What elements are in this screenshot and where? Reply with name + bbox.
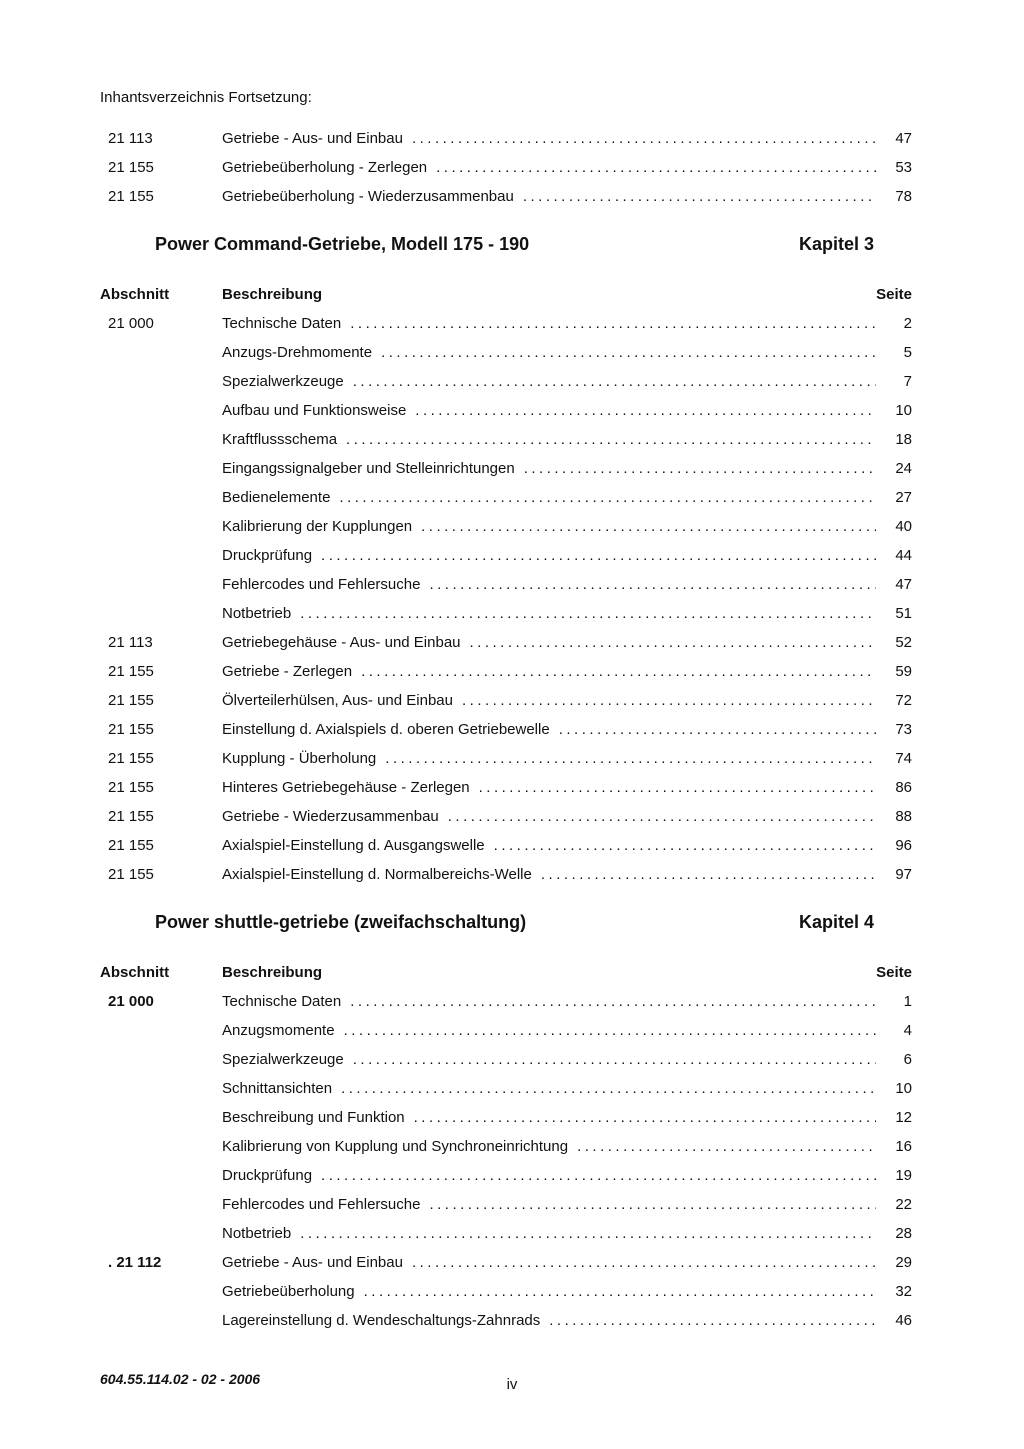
toc-row <box>100 628 912 657</box>
toc-row-beschreibung: Getriebe - Aus- und Einbau <box>222 130 403 147</box>
toc-row-abschnitt: 21 155 <box>108 188 154 205</box>
toc-row-seite: 44 <box>895 547 912 564</box>
toc-row <box>100 483 912 512</box>
toc-row-beschreibung: Spezialwerkzeuge <box>222 373 344 390</box>
toc-row <box>100 425 912 454</box>
toc-row <box>100 744 912 773</box>
toc-row <box>100 1074 912 1103</box>
toc-row-abschnitt <box>100 1045 222 1074</box>
toc-row-beschreibung: Technische Daten <box>222 993 342 1010</box>
toc-row-abschnitt: 21 155 <box>108 779 154 796</box>
toc-row-beschreibung: Fehlercodes und Fehlersuche <box>222 1196 421 1213</box>
toc-row-beschreibung: Eingangssignalgeber und Stelleinrichtungen <box>222 460 515 477</box>
toc-row-beschreibung: Notbetrieb <box>222 605 292 622</box>
dot-leader <box>330 483 876 512</box>
document-code: 604.55.114.02 - 02 - 2006 <box>100 1371 261 1387</box>
dot-leader <box>568 1132 876 1161</box>
toc-row-seite: 22 <box>895 1196 912 1213</box>
toc-row-abschnitt <box>100 1306 222 1335</box>
col-header-seite: Seite <box>876 964 912 981</box>
dot-leader <box>332 1074 876 1103</box>
dot-leader <box>412 512 876 541</box>
col-header-abschnitt: Abschnitt <box>100 964 170 981</box>
toc-row-seite: 53 <box>895 159 912 176</box>
toc-row-beschreibung: Einstellung d. Axialspiels d. oberen Getriebewelle <box>222 721 550 738</box>
dot-leader <box>540 1306 876 1335</box>
toc-row-abschnitt <box>100 1161 222 1190</box>
dot-leader <box>335 1016 876 1045</box>
toc-row-seite: 18 <box>895 431 912 448</box>
toc-row-seite: 74 <box>895 750 912 767</box>
toc-row <box>100 309 912 338</box>
toc-row-abschnitt: 21 155 <box>108 663 154 680</box>
toc-row-seite: 52 <box>895 634 912 651</box>
toc-row-beschreibung: Bedienelemente <box>222 489 331 506</box>
toc-row-beschreibung: Getriebe - Aus- und Einbau <box>222 1254 403 1271</box>
toc-row <box>100 367 912 396</box>
toc-row-beschreibung: Axialspiel-Einstellung d. Normalbereichs-Welle <box>222 866 532 883</box>
section-rows <box>100 309 912 889</box>
toc-row-beschreibung: Spezialwerkzeuge <box>222 1051 344 1068</box>
toc-row-seite: 40 <box>895 518 912 535</box>
toc-row <box>100 1103 912 1132</box>
toc-row-beschreibung: Anzugs-Drehmomente <box>222 344 373 361</box>
toc-row-abschnitt <box>100 1103 222 1132</box>
toc-row-seite: 88 <box>895 808 912 825</box>
dot-leader <box>344 367 876 396</box>
dot-leader <box>427 153 876 182</box>
toc-row-beschreibung: Hinteres Getriebegehäuse - Zerlegen <box>222 779 470 796</box>
dot-leader <box>403 124 876 153</box>
toc-row-abschnitt: 21 155 <box>108 721 154 738</box>
toc-row-beschreibung: Getriebegehäuse - Aus- und Einbau <box>222 634 461 651</box>
section-title: Power shuttle-getriebe (zweifachschaltung) <box>155 912 527 932</box>
toc-row-seite: 16 <box>895 1138 912 1155</box>
toc-row-seite: 19 <box>895 1167 912 1184</box>
toc-row-beschreibung: Getriebe - Zerlegen <box>222 663 353 680</box>
toc-row <box>100 657 912 686</box>
toc-row-seite: 27 <box>895 489 912 506</box>
toc-row-abschnitt: 21 155 <box>108 750 154 767</box>
toc-row-abschnitt <box>100 338 222 367</box>
col-header-beschreibung: Beschreibung <box>222 286 323 303</box>
dot-leader <box>439 802 876 831</box>
dot-leader <box>461 628 877 657</box>
toc-row-abschnitt <box>100 1132 222 1161</box>
toc-row-beschreibung: Ölverteilerhülsen, Aus- und Einbau <box>222 692 453 709</box>
section-kapitel-4 <box>100 910 912 1335</box>
dot-leader <box>485 831 876 860</box>
section-kapitel-3 <box>100 232 912 889</box>
toc-row-seite: 10 <box>895 402 912 419</box>
toc-row <box>100 1132 912 1161</box>
toc-row-seite: 86 <box>895 779 912 796</box>
dot-leader <box>403 1248 876 1277</box>
toc-row-seite: 12 <box>895 1109 912 1126</box>
dot-leader <box>341 987 876 1016</box>
dot-leader <box>405 1103 876 1132</box>
page-number: iv <box>506 1376 518 1393</box>
toc-row-abschnitt <box>100 512 222 541</box>
section-heading-row <box>100 232 912 256</box>
col-header-beschreibung: Beschreibung <box>222 964 323 981</box>
dot-leader <box>515 454 876 483</box>
toc-row-abschnitt <box>100 1074 222 1103</box>
toc-row-seite: 28 <box>895 1225 912 1242</box>
toc-row-abschnitt <box>100 454 222 483</box>
toc-row-abschnitt <box>100 1190 222 1219</box>
toc-row-abschnitt: 21 155 <box>108 866 154 883</box>
toc-row-beschreibung: Getriebeüberholung - Wiederzusammenbau <box>222 188 514 205</box>
toc-row-seite: 24 <box>895 460 912 477</box>
toc-row-beschreibung: Schnittansichten <box>222 1080 333 1097</box>
toc-row-beschreibung: Kalibrierung der Kupplungen <box>222 518 413 535</box>
toc-row <box>100 599 912 628</box>
toc-row <box>100 570 912 599</box>
toc-row-abschnitt <box>100 396 222 425</box>
section-heading-row <box>100 910 912 934</box>
toc-row <box>100 860 912 889</box>
toc-row-abschnitt: 21 000 <box>108 993 154 1010</box>
col-header-seite: Seite <box>876 286 912 303</box>
toc-row-seite: 97 <box>895 866 912 883</box>
toc-row-beschreibung: Technische Daten <box>222 315 342 332</box>
toc-row-beschreibung: Getriebeüberholung - Zerlegen <box>222 159 428 176</box>
toc-row-seite: 10 <box>895 1080 912 1097</box>
dot-leader <box>312 1161 876 1190</box>
toc-row <box>100 715 912 744</box>
toc-row-beschreibung: Axialspiel-Einstellung d. Ausgangswelle <box>222 837 485 854</box>
toc-row-seite: 59 <box>895 663 912 680</box>
toc-row-abschnitt <box>100 425 222 454</box>
column-headers <box>100 280 912 309</box>
toc-row <box>100 454 912 483</box>
toc-row <box>100 1248 912 1277</box>
dot-leader <box>337 425 876 454</box>
toc-row-abschnitt <box>100 1277 222 1306</box>
toc-row <box>100 1045 912 1074</box>
toc-row <box>100 182 912 211</box>
toc-row-beschreibung: Druckprüfung <box>222 1167 313 1184</box>
toc-row-beschreibung: Kraftflussschema <box>222 431 338 448</box>
toc-row-beschreibung: Getriebeüberholung <box>222 1283 355 1300</box>
dot-leader <box>341 309 876 338</box>
toc-row-seite: 2 <box>903 315 912 332</box>
toc-row-abschnitt: 21 155 <box>108 808 154 825</box>
section-rows <box>100 987 912 1335</box>
toc-row-beschreibung: Getriebe - Wiederzusammenbau <box>222 808 439 825</box>
dot-leader <box>514 182 876 211</box>
toc-row <box>100 1277 912 1306</box>
toc-row-seite: 5 <box>903 344 912 361</box>
dot-leader <box>550 715 876 744</box>
dot-leader <box>344 1045 876 1074</box>
toc-row-abschnitt <box>100 483 222 512</box>
toc-row-abschnitt: 21 000 <box>108 315 154 332</box>
toc-row <box>100 124 912 153</box>
toc-row-seite: 1 <box>903 993 912 1010</box>
column-headers <box>100 958 912 987</box>
dot-leader <box>420 1190 876 1219</box>
toc-row <box>100 338 912 367</box>
toc-row-seite: 51 <box>895 605 912 622</box>
dot-leader <box>420 570 876 599</box>
toc-row-seite: 78 <box>895 188 912 205</box>
toc-row <box>100 512 912 541</box>
toc-row <box>100 153 912 182</box>
toc-row <box>100 396 912 425</box>
dot-leader <box>406 396 876 425</box>
toc-row-beschreibung: Aufbau und Funktionsweise <box>222 402 407 419</box>
toc-row <box>100 831 912 860</box>
toc-row <box>100 1306 912 1335</box>
toc-row-seite: 46 <box>895 1312 912 1329</box>
toc-row <box>100 1219 912 1248</box>
toc-row <box>100 1161 912 1190</box>
toc-row-seite: 73 <box>895 721 912 738</box>
toc-row-seite: 47 <box>895 130 912 147</box>
toc-row <box>100 1016 912 1045</box>
dot-leader <box>376 744 876 773</box>
toc-row-abschnitt: 21 113 <box>108 634 153 651</box>
toc-row-seite: 7 <box>903 373 912 390</box>
dot-leader <box>312 541 876 570</box>
toc-row-beschreibung: Fehlercodes und Fehlersuche <box>222 576 421 593</box>
col-header-abschnitt: Abschnitt <box>100 286 170 303</box>
toc-row-beschreibung: Anzugsmomente <box>222 1022 335 1039</box>
toc-row-seite: 29 <box>895 1254 912 1271</box>
dot-leader <box>372 338 876 367</box>
toc-row-abschnitt <box>100 570 222 599</box>
toc-row <box>100 541 912 570</box>
toc-row-abschnitt: 21 155 <box>108 837 154 854</box>
toc-row-abschnitt: 21 113 <box>108 130 153 147</box>
dot-leader <box>355 1277 876 1306</box>
dot-leader <box>470 773 876 802</box>
dot-leader <box>453 686 876 715</box>
toc-row-beschreibung: Notbetrieb <box>222 1225 292 1242</box>
toc-row-abschnitt <box>100 1219 222 1248</box>
toc-row <box>100 1190 912 1219</box>
dot-leader <box>352 657 876 686</box>
dot-leader <box>291 599 876 628</box>
toc-row-abschnitt <box>100 599 222 628</box>
toc-row-seite: 47 <box>895 576 912 593</box>
toc-row-abschnitt <box>100 541 222 570</box>
toc-row <box>100 802 912 831</box>
toc-row-beschreibung: Beschreibung und Funktion <box>222 1109 405 1126</box>
toc-row-abschnitt: . 21 112 <box>108 1254 162 1271</box>
section-title: Power Command-Getriebe, Modell 175 - 190 <box>155 234 530 254</box>
toc-row <box>100 987 912 1016</box>
toc-row-seite: 72 <box>895 692 912 709</box>
toc-continuation-label: Inhantsverzeichnis Fortsetzung: <box>100 89 312 106</box>
toc-row-seite: 6 <box>903 1051 912 1068</box>
toc-row-seite: 4 <box>903 1022 912 1039</box>
toc-row-abschnitt: 21 155 <box>108 159 154 176</box>
toc-row-abschnitt <box>100 367 222 396</box>
toc-row-beschreibung: Lagereinstellung d. Wendeschaltungs-Zahnrads <box>222 1312 541 1329</box>
dot-leader <box>291 1219 876 1248</box>
dot-leader <box>532 860 876 889</box>
kapitel-label: Kapitel 4 <box>798 912 874 932</box>
toc-row-abschnitt: 21 155 <box>108 692 154 709</box>
toc-row-beschreibung: Kupplung - Überholung <box>222 750 377 767</box>
toc-row <box>100 686 912 715</box>
toc-row-abschnitt <box>100 1016 222 1045</box>
continuation-rows <box>100 124 912 211</box>
toc-row-seite: 96 <box>895 837 912 854</box>
toc-row-beschreibung: Kalibrierung von Kupplung und Synchroneinrichtung <box>222 1138 569 1155</box>
kapitel-label: Kapitel 3 <box>798 234 874 254</box>
toc-row-beschreibung: Druckprüfung <box>222 547 313 564</box>
toc-row <box>100 773 912 802</box>
toc-row-seite: 32 <box>895 1283 912 1300</box>
